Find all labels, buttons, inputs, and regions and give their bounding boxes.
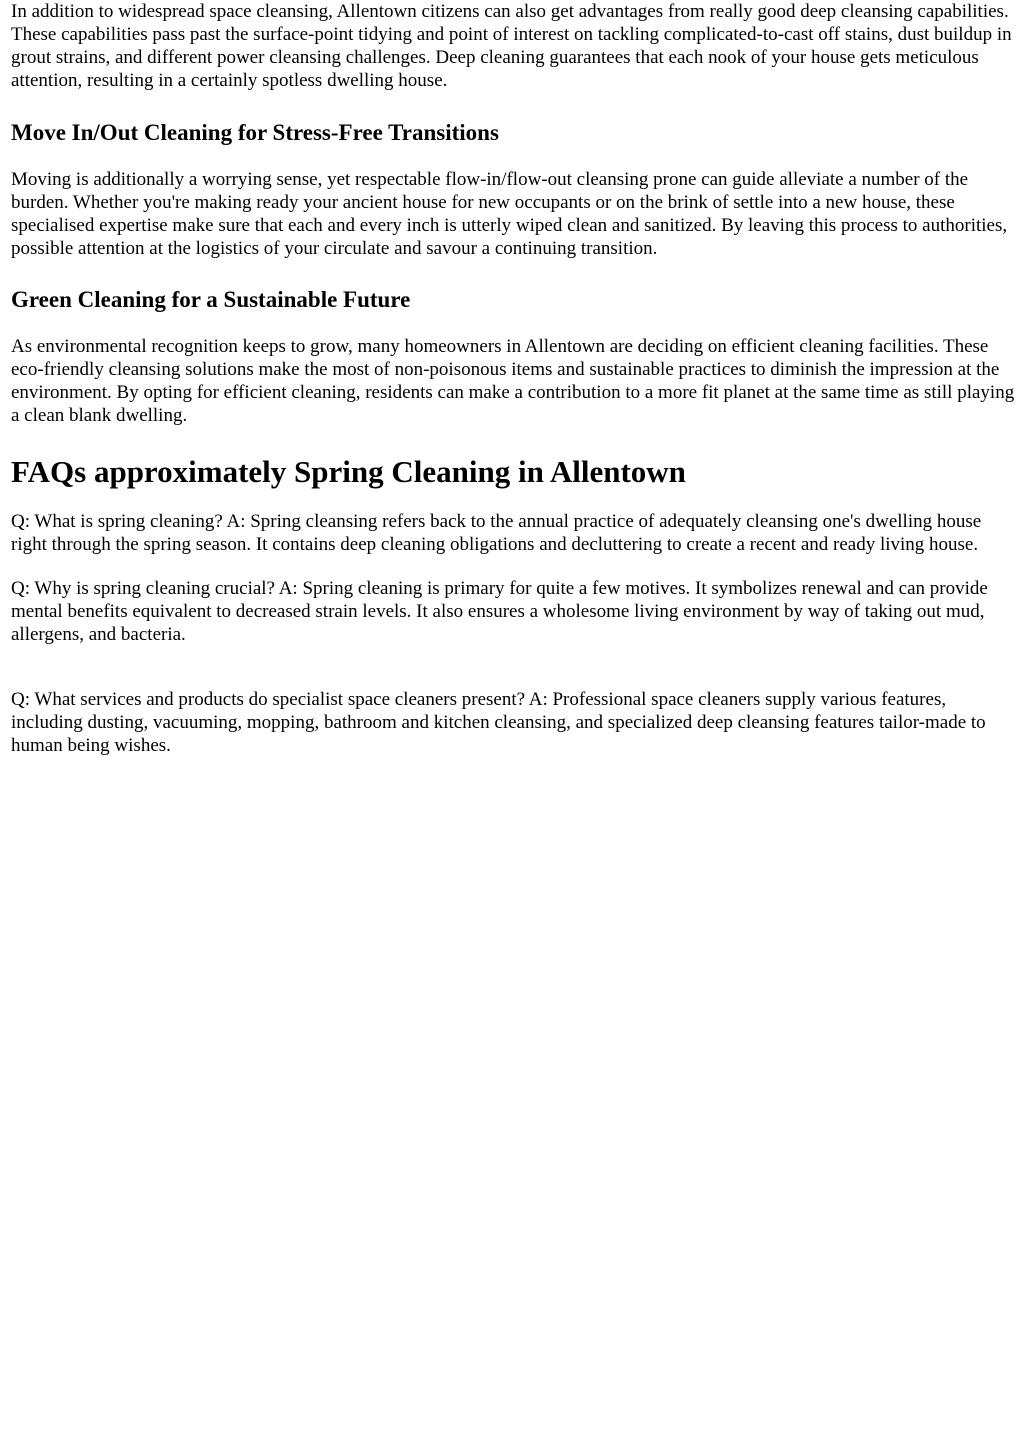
faq-item: Q: What is spring cleaning? A: Spring cleansing refers back to the annual practice of adequately cleansing one's dwelling house right through the spring season. It contains deep cleaning obligations and decluttering to create a recent and ready living house. <box>11 511 982 555</box>
section-paragraph-green-cleaning: As environmental recognition keeps to grow, many homeowners in Allentown are deciding on efficient cleaning facilities. These eco-friendly cleansing solutions make the most of non-poisonous items and sustainable practices to diminish the impression at the environment. By opting for efficient cleaning, residents can make a contribution to a more fit planet at the same time as still playing a clean blank dwelling. <box>11 336 1015 426</box>
section-heading-move-in-out: Move In/Out Cleaning for Stress-Free Transitions <box>11 120 499 145</box>
section-heading-green-cleaning: Green Cleaning for a Sustainable Future <box>11 287 411 312</box>
faq-item: Q: What services and products do specialist space cleaners present? A: Professional space cleaners supply various features, including dusting, vacuuming, mopping, bathroom and kitchen cleansing, and specialized deep cleansing features tailor-made to human being wishes. <box>11 689 986 756</box>
faq-item: Q: Why is spring cleaning crucial? A: Spring cleaning is primary for quite a few motives. It symbolizes renewal and can provide mental benefits equivalent to decreased strain levels. It also ensures a wholesome living environment by way of taking out mud, allergens, and bacteria. <box>11 578 988 645</box>
section-paragraph-move-in-out: Moving is additionally a worrying sense, yet respectable flow-in/flow-out cleansing prone can guide alleviate a number of the burden. Whether you're making ready your ancient house for new occupants or on the brink of settle into a new house, these specialised expertise make sure that each and every inch is utterly wiped clean and sanitized. By leaving this process to authorities, possible attention at the logistics of your circulate and savour a continuing transition. <box>11 169 1008 259</box>
faq-heading: FAQs approximately Spring Cleaning in Allentown <box>11 454 686 489</box>
intro-paragraph: In addition to widespread space cleansing, Allentown citizens can also get advantages from really good deep cleansing capabilities. These capabilities pass past the surface-point tidying and point of interest on tackling complicated-to-cast off stains, dust buildup in grout strains, and different power cleansing challenges. Deep cleaning guarantees that each nook of your house gets meticulous attention, resulting in a certainly spotless dwelling house. <box>11 1 1012 91</box>
